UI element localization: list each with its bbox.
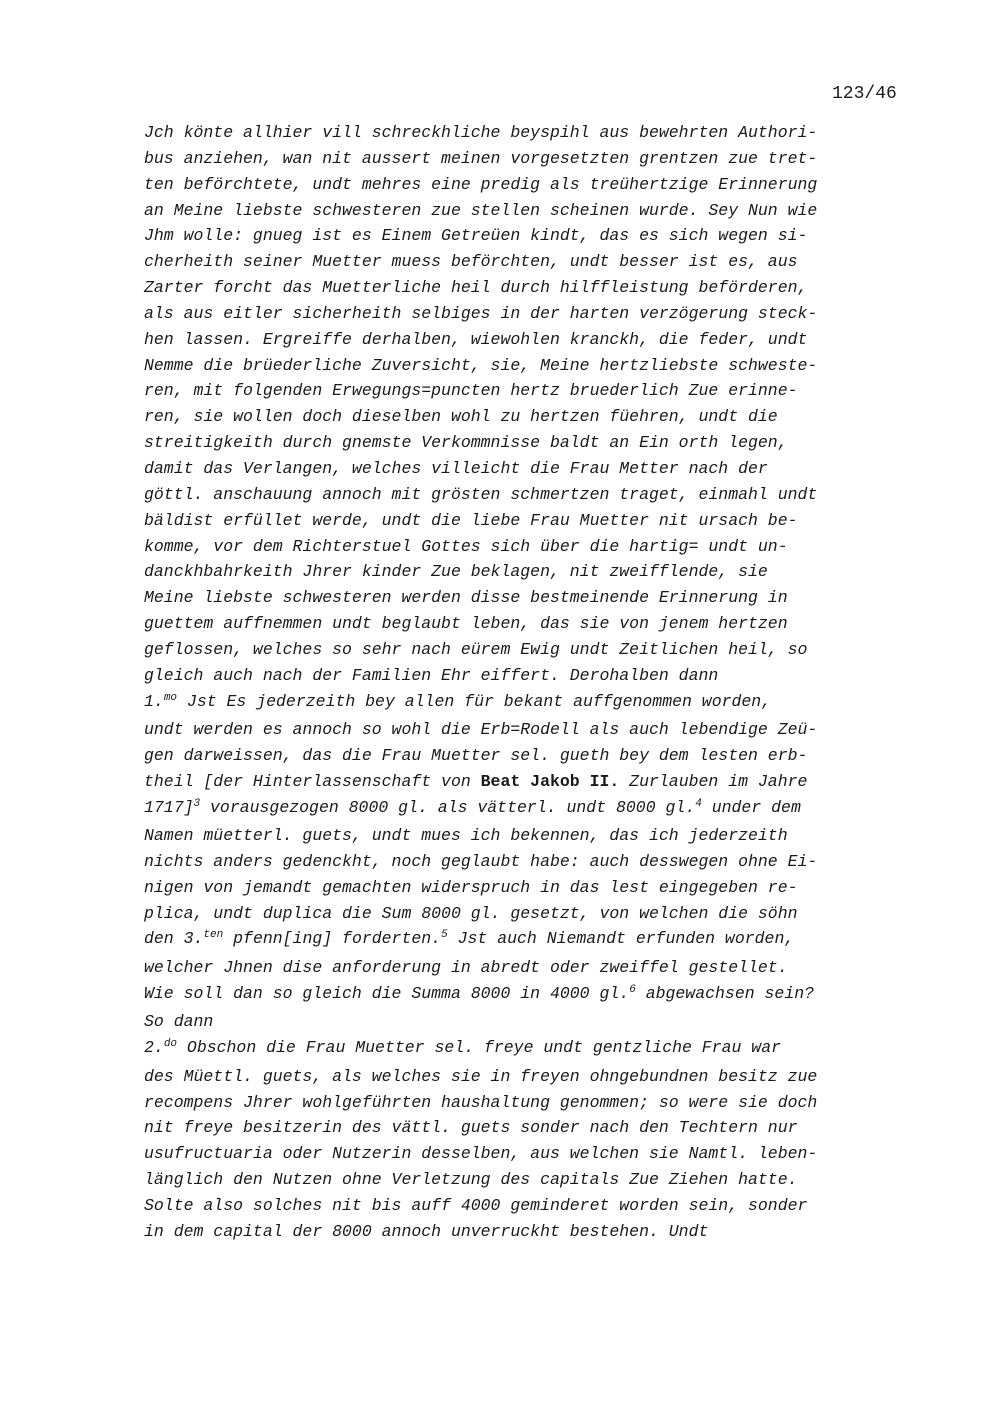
text-line: cherheith seiner Muetter muess beförchten, undt besser ist es, aus (144, 252, 798, 272)
text-line: nigen von jemandt gemachten widerspruch in das lest eingegeben re- (144, 877, 798, 897)
point-2-heading-line (144, 1035, 914, 1064)
text-line: Zarter forcht das Muetterliche heil durch hilffleistung beförderen, (144, 278, 808, 298)
point-1-text: Jst Es jederzeith bey allen für bekant auffgenommen worden, (177, 691, 772, 711)
text-line: recompens Jhrer wohlgeführten haushaltung genommen; so were sie doch (144, 1092, 818, 1112)
text-line: guettem auffnemmen undt beglaubt leben, das sie von jenem hertzen (144, 614, 788, 634)
text-line: bäldist erfüllet werde, undt die liebe Frau Muetter nit ursach be- (144, 510, 798, 530)
document-body (144, 120, 914, 1245)
text-line (144, 981, 914, 1010)
text-line (144, 926, 914, 955)
text-segment: Jst auch Niemandt erfunden worden, (447, 929, 795, 949)
text-segment: pfenn[ing] forderten. (223, 929, 442, 949)
footnote-5: 5 (441, 929, 448, 942)
text-line: gen darweissen, das die Frau Muetter sel. gueth bey dem lesten erb- (144, 745, 808, 765)
point-2-number: 2. (144, 1038, 164, 1058)
person-name: Beat Jakob II. (480, 771, 620, 791)
text-line: streitigkeith durch gnemste Verkommnisse baldt an Ein orth legen, (144, 433, 788, 453)
text-line: an Meine liebste schwesteren zue stellen scheinen wurde. Sey Nun wie (144, 200, 818, 220)
text-line: plica, undt duplica die Sum 8000 gl. gesetzt, von welchen die söhn (144, 903, 798, 923)
page-number: 123/46 (832, 84, 897, 104)
point-1-number: 1. (144, 691, 164, 711)
text-line: undt werden es annoch so wohl die Erb=Rodell als auch lebendige Zeü- (144, 720, 818, 740)
text-segment: 1717] (144, 797, 194, 817)
text-line: Meine liebste schwesteren werden disse bestmeinende Erinnerung in (144, 588, 788, 608)
text-segment: Zurlauben im Jahre (619, 771, 808, 791)
text-line: usufructuaria oder Nutzerin desselben, aus welchen sie Namtl. leben- (144, 1144, 818, 1164)
text-line: So dann (144, 1012, 214, 1032)
text-line: Namen müetterl. guets, undt mues ich bekennen, das ich jederzeith (144, 826, 788, 846)
text-segment: vorausgezogen 8000 gl. als vätterl. undt 8000 gl. (200, 797, 696, 817)
text-line: komme, vor dem Richterstuel Gottes sich über die hartig= undt un- (144, 536, 788, 556)
text-line: geflossen, welches so sehr nach eürem Ewig undt Zeitlichen heil, so (144, 639, 808, 659)
text-line: damit das Verlangen, welches villeicht die Frau Metter nach der (144, 458, 768, 478)
text-segment: under dem (701, 797, 801, 817)
text-segment: Wie soll dan so gleich die Summa 8000 in 4000 gl. (144, 983, 630, 1003)
text-line (144, 769, 914, 795)
text-line: Jch könte allhier vill schreckhliche beyspihl aus bewehrten Authori- (144, 123, 818, 142)
text-segment: theil [der Hinterlassenschaft von (144, 771, 481, 791)
text-segment: den 3. (144, 929, 204, 949)
text-line: nit freye besitzerin des vättl. guets sonder nach den Techtern nur (144, 1118, 798, 1138)
ordinal-ten: ten (203, 929, 224, 942)
text-line: bus anziehen, wan nit aussert meinen vorgesetzten grentzen zue tret- (144, 148, 818, 168)
text-segment: abgewachsen sein? (635, 983, 815, 1003)
text-line: länglich den Nutzen ohne Verletzung des capitals Zue Ziehen hatte. (144, 1170, 798, 1190)
footnote-3: 3 (193, 797, 201, 810)
text-line: Jhm wolle: gnueg ist es Einem Getreüen kindt, das es sich wegen si- (144, 226, 808, 246)
text-line (144, 795, 914, 824)
text-line: als aus eitler sicherheith selbiges in der harten verzögerung steck- (144, 303, 818, 323)
point-1-heading-line (144, 689, 914, 718)
text-line: des Müettl. guets, als welches sie in freyen ohngebundnen besitz zue (144, 1066, 818, 1086)
text-line: göttl. anschauung annoch mit grösten schmertzen traget, einmahl undt (144, 484, 818, 504)
text-line: welcher Jhnen dise anforderung in abredt oder zweiffel gestellet. (144, 957, 788, 977)
footnote-6: 6 (629, 983, 636, 996)
text-line: Solte also solches nit bis auff 4000 geminderet worden sein, sonder (144, 1195, 808, 1215)
point-2-ordinal: do (163, 1038, 178, 1051)
point-1-ordinal: mo (163, 691, 178, 704)
text-line: danckhbahrkeith Jhrer kinder Zue beklagen, nit zweifflende, sie (144, 562, 768, 582)
text-line: in dem capital der 8000 annoch unverruckht bestehen. Undt (144, 1221, 709, 1241)
footnote-4: 4 (695, 797, 702, 810)
text-line: Nemme die brüederliche Zuversicht, sie, Meine hertzliebste schweste- (144, 355, 818, 375)
text-line: ten beförchtete, undt mehres eine predig als treühertzige Erinnerung (144, 174, 818, 194)
text-line: hen lassen. Ergreiffe derhalben, wiewohlen kranckh, die feder, undt (144, 329, 808, 349)
point-2-text: Obschon die Frau Muetter sel. freye undt gentzliche Frau war (177, 1038, 782, 1058)
text-line: nichts anders gedenckht, noch geglaubt habe: auch desswegen ohne Ei- (144, 851, 818, 871)
text-line: gleich auch nach der Familien Ehr eiffert. Derohalben dann (144, 665, 719, 685)
text-line: ren, mit folgenden Erwegungs=puncten hertz bruederlich Zue erinne- (144, 381, 798, 401)
text-line: ren, sie wollen doch dieselben wohl zu hertzen füehren, undt die (144, 407, 778, 427)
